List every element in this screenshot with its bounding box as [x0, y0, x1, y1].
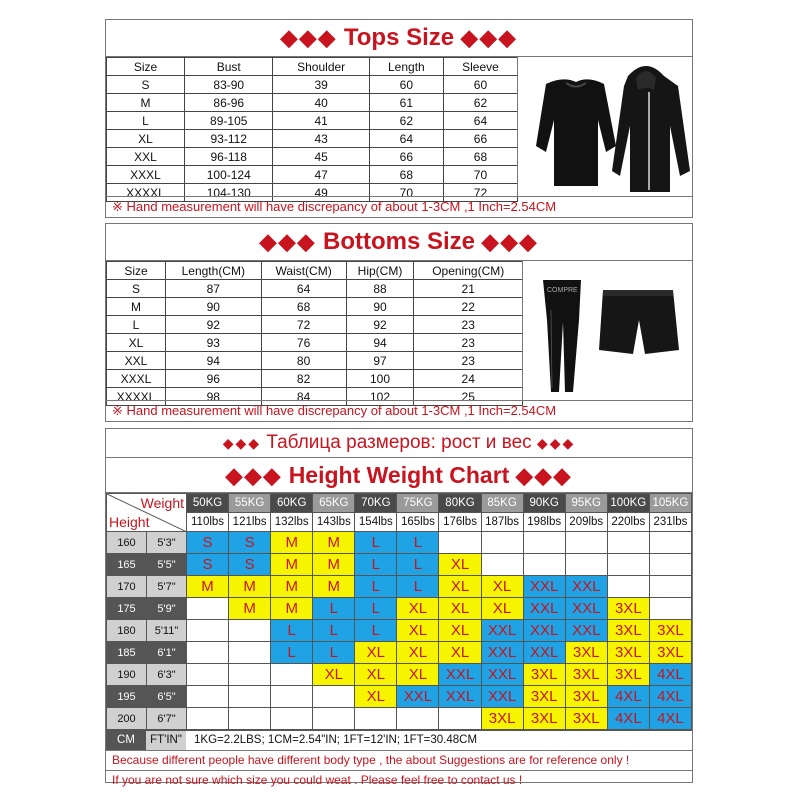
- svg-text:COMPRE: COMPRE: [547, 287, 578, 294]
- size-cell: [397, 708, 439, 730]
- tops-product-image: [517, 56, 692, 196]
- tops-cell: 72: [443, 184, 517, 202]
- bottoms-cell: Length(CM): [165, 262, 261, 280]
- size-cell: XL: [397, 664, 439, 686]
- bottoms-cell: 98: [165, 388, 261, 406]
- weight-kg-header: 60KG: [271, 494, 313, 513]
- bottoms-cell: 23: [414, 334, 523, 352]
- size-cell: [607, 576, 649, 598]
- size-cell: XXL: [397, 686, 439, 708]
- size-cell: [229, 708, 271, 730]
- size-cell: XXL: [481, 642, 523, 664]
- weight-lbs-header: 143lbs: [313, 513, 355, 532]
- size-cell: M: [313, 576, 355, 598]
- size-cell: [229, 642, 271, 664]
- size-cell: XXL: [565, 576, 607, 598]
- bottoms-row: [107, 316, 523, 334]
- tops-size-section: [105, 19, 693, 218]
- bottoms-cell: 87: [165, 280, 261, 298]
- height-cm: 195: [107, 686, 147, 708]
- bottoms-note: ※ Hand measurement will have discrepancy of about 1-3CM ,1 Inch=2.54CM: [106, 400, 692, 421]
- weight-lbs-header: 110lbs: [187, 513, 229, 532]
- size-cell: 3XL: [607, 664, 649, 686]
- size-cell: XL: [313, 664, 355, 686]
- size-cell: L: [397, 576, 439, 598]
- bottoms-row: [107, 352, 523, 370]
- size-cell: [229, 620, 271, 642]
- tops-cell: 40: [273, 94, 369, 112]
- size-cell: [649, 576, 691, 598]
- size-cell: L: [397, 532, 439, 554]
- bottoms-cell: L: [107, 316, 166, 334]
- tops-cell: 70: [443, 166, 517, 184]
- height-row: [107, 576, 692, 598]
- size-cell: XL: [355, 642, 397, 664]
- size-cell: 4XL: [649, 708, 691, 730]
- height-cm: 200: [107, 708, 147, 730]
- height-ftin: 5'9": [147, 598, 187, 620]
- tops-row: [107, 130, 518, 148]
- size-cell: M: [229, 576, 271, 598]
- size-cell: [649, 598, 691, 620]
- size-cell: [313, 708, 355, 730]
- size-cell: L: [397, 554, 439, 576]
- tops-cell: 66: [443, 130, 517, 148]
- size-cell: S: [187, 554, 229, 576]
- bottoms-cell: 97: [346, 352, 414, 370]
- weight-lbs-header: 176lbs: [439, 513, 481, 532]
- size-cell: XL: [397, 620, 439, 642]
- height-weight-section: [105, 428, 693, 787]
- tops-cell: XXXXL: [107, 184, 185, 202]
- diamond-icon: ◆◆◆: [536, 435, 576, 451]
- height-row: [107, 642, 692, 664]
- tops-cell: 100-124: [185, 166, 273, 184]
- diamond-icon: ◆◆◆: [225, 463, 283, 488]
- tops-cell: 104-130: [185, 184, 273, 202]
- size-cell: L: [355, 620, 397, 642]
- height-cm: 180: [107, 620, 147, 642]
- tops-size-table: [106, 57, 518, 202]
- weight-kg-header: 50KG: [187, 494, 229, 513]
- bottoms-cell: XXXL: [107, 370, 166, 388]
- tops-cell: 64: [369, 130, 443, 148]
- size-cell: 3XL: [523, 664, 565, 686]
- bottoms-cell: 23: [414, 316, 523, 334]
- size-cell: 3XL: [649, 620, 691, 642]
- contact-warning: If you are not sure which size you could weat . Please feel free to contact us !: [106, 770, 692, 790]
- bottoms-row: [107, 334, 523, 352]
- size-cell: [355, 708, 397, 730]
- bottoms-cell: 84: [261, 388, 346, 406]
- tops-cell: 60: [369, 76, 443, 94]
- russian-title-text: Таблица размеров: рост и вес: [266, 432, 532, 453]
- tops-cell: 45: [273, 148, 369, 166]
- size-cell: 3XL: [565, 642, 607, 664]
- size-cell: 3XL: [481, 708, 523, 730]
- bottoms-size-table: [106, 261, 523, 406]
- tops-size-title: [106, 20, 692, 57]
- diamond-icon: ◆◆◆: [481, 229, 539, 254]
- tops-cell: M: [107, 94, 185, 112]
- height-ftin: 5'11": [147, 620, 187, 642]
- size-cell: XXL: [523, 576, 565, 598]
- bottoms-cell: 90: [165, 298, 261, 316]
- bottoms-product-image: [522, 260, 692, 400]
- bottoms-cell: 24: [414, 370, 523, 388]
- bottoms-cell: 23: [414, 352, 523, 370]
- size-cell: L: [355, 554, 397, 576]
- size-cell: L: [313, 620, 355, 642]
- size-cell: 3XL: [607, 598, 649, 620]
- size-cell: [229, 686, 271, 708]
- bottoms-cell: 102: [346, 388, 414, 406]
- bottoms-cell: 25: [414, 388, 523, 406]
- height-ftin: 5'5": [147, 554, 187, 576]
- height-cm: 160: [107, 532, 147, 554]
- tops-cell: Length: [369, 58, 443, 76]
- size-cell: XXL: [523, 598, 565, 620]
- tops-cell: 47: [273, 166, 369, 184]
- size-cell: [649, 532, 691, 554]
- bottoms-row: [107, 370, 523, 388]
- size-cell: [313, 686, 355, 708]
- size-cell: [187, 664, 229, 686]
- size-cell: M: [229, 598, 271, 620]
- tops-cell: 61: [369, 94, 443, 112]
- size-cell: 4XL: [649, 664, 691, 686]
- bottoms-cell: 68: [261, 298, 346, 316]
- size-cell: XXL: [481, 620, 523, 642]
- tops-cell: S: [107, 76, 185, 94]
- size-cell: S: [229, 554, 271, 576]
- weight-lbs-header: 121lbs: [229, 513, 271, 532]
- size-cell: [187, 708, 229, 730]
- size-cell: 4XL: [649, 686, 691, 708]
- bottoms-cell: XXXXL: [107, 388, 166, 406]
- height-row: [107, 532, 692, 554]
- size-cell: XL: [439, 576, 481, 598]
- height-weight-title-text: Height Weight Chart: [288, 462, 510, 488]
- tops-cell: 68: [443, 148, 517, 166]
- size-cell: [187, 620, 229, 642]
- weight-kg-header: 90KG: [523, 494, 565, 513]
- size-cell: 4XL: [607, 708, 649, 730]
- tops-cell: 66: [369, 148, 443, 166]
- size-cell: XL: [439, 642, 481, 664]
- size-cell: 3XL: [607, 620, 649, 642]
- height-cm: 175: [107, 598, 147, 620]
- weight-kg-header: 65KG: [313, 494, 355, 513]
- bottoms-row: [107, 298, 523, 316]
- tops-cell: 49: [273, 184, 369, 202]
- weight-kg-header: 95KG: [565, 494, 607, 513]
- weight-lbs-header: 198lbs: [523, 513, 565, 532]
- tops-cell: 43: [273, 130, 369, 148]
- size-cell: [187, 686, 229, 708]
- size-cell: L: [355, 532, 397, 554]
- tops-row: [107, 112, 518, 130]
- size-cell: [271, 686, 313, 708]
- weight-lbs-header: 132lbs: [271, 513, 313, 532]
- weight-lbs-header: 187lbs: [481, 513, 523, 532]
- weight-kg-header: 105KG: [649, 494, 691, 513]
- height-row: [107, 598, 692, 620]
- size-cell: 3XL: [565, 664, 607, 686]
- height-cm: 190: [107, 664, 147, 686]
- tops-row: [107, 148, 518, 166]
- size-cell: XL: [481, 598, 523, 620]
- size-cell: [565, 554, 607, 576]
- tops-note: ※ Hand measurement will have discrepancy of about 1-3CM ,1 Inch=2.54CM: [106, 196, 692, 217]
- diamond-icon: ◆◆◆: [259, 229, 317, 254]
- weight-kg-header: 75KG: [397, 494, 439, 513]
- tops-cell: 60: [443, 76, 517, 94]
- height-row: [107, 554, 692, 576]
- bottoms-cell: 82: [261, 370, 346, 388]
- size-cell: 3XL: [649, 642, 691, 664]
- weight-height-corner: [107, 494, 187, 532]
- tops-cell: 68: [369, 166, 443, 184]
- size-cell: 3XL: [523, 708, 565, 730]
- size-cell: XXL: [523, 620, 565, 642]
- size-cell: XL: [397, 598, 439, 620]
- bottoms-cell: 94: [346, 334, 414, 352]
- bottoms-cell: 22: [414, 298, 523, 316]
- size-cell: XXL: [565, 598, 607, 620]
- height-weight-title: [106, 458, 692, 493]
- size-cell: M: [313, 554, 355, 576]
- bottoms-cell: 90: [346, 298, 414, 316]
- bottoms-cell: Hip(CM): [346, 262, 414, 280]
- size-cell: XXL: [481, 686, 523, 708]
- size-cell: M: [271, 554, 313, 576]
- shirt-and-hoodie-icon: [518, 56, 692, 197]
- weight-lbs-header: 154lbs: [355, 513, 397, 532]
- tops-cell: 89-105: [185, 112, 273, 130]
- tops-cell: 62: [369, 112, 443, 130]
- weight-lbs-header: 165lbs: [397, 513, 439, 532]
- bottoms-cell: M: [107, 298, 166, 316]
- tops-cell: 41: [273, 112, 369, 130]
- weight-kg-header: 85KG: [481, 494, 523, 513]
- tops-cell: XXXL: [107, 166, 185, 184]
- size-cell: [565, 532, 607, 554]
- bottoms-cell: 64: [261, 280, 346, 298]
- size-cell: XL: [397, 642, 439, 664]
- tops-cell: 62: [443, 94, 517, 112]
- bottoms-cell: 72: [261, 316, 346, 334]
- size-cell: L: [313, 598, 355, 620]
- weight-lbs-header: 220lbs: [607, 513, 649, 532]
- size-cell: M: [271, 576, 313, 598]
- bottoms-row: [107, 262, 523, 280]
- tops-cell: XL: [107, 130, 185, 148]
- size-cell: [439, 708, 481, 730]
- height-ftin: 6'1": [147, 642, 187, 664]
- bottoms-cell: XL: [107, 334, 166, 352]
- tops-row: [107, 166, 518, 184]
- height-ftin: 5'3": [147, 532, 187, 554]
- diamond-icon: ◆◆◆: [460, 25, 518, 50]
- tops-cell: Shoulder: [273, 58, 369, 76]
- size-cell: 3XL: [523, 686, 565, 708]
- size-cell: L: [355, 598, 397, 620]
- size-cell: XL: [439, 554, 481, 576]
- height-cm: 165: [107, 554, 147, 576]
- height-ftin: 5'7": [147, 576, 187, 598]
- size-cell: S: [187, 532, 229, 554]
- size-cell: [481, 554, 523, 576]
- conversion-legend: [106, 730, 692, 750]
- height-cm: 185: [107, 642, 147, 664]
- bottoms-cell: S: [107, 280, 166, 298]
- reference-warning: Because different people have different body type , the about Suggestions are for reference only !: [106, 750, 692, 770]
- size-cell: 3XL: [565, 686, 607, 708]
- bottoms-cell: 88: [346, 280, 414, 298]
- russian-title: [106, 429, 692, 458]
- bottoms-cell: 92: [165, 316, 261, 334]
- size-cell: XXL: [439, 686, 481, 708]
- diamond-icon: ◆◆◆: [515, 463, 573, 488]
- tops-cell: 83-90: [185, 76, 273, 94]
- size-cell: L: [355, 576, 397, 598]
- size-cell: M: [313, 532, 355, 554]
- bottoms-size-title: [106, 224, 692, 261]
- size-cell: M: [271, 532, 313, 554]
- size-cell: [481, 532, 523, 554]
- legend-text: 1KG=2.2LBS; 1CM=2.54"IN; 1FT=12'IN; 1FT=30.48CM: [194, 734, 478, 746]
- height-label: Height: [109, 514, 150, 530]
- size-cell: [229, 664, 271, 686]
- bottoms-cell: 21: [414, 280, 523, 298]
- height-weight-table: [106, 493, 692, 730]
- size-cell: S: [229, 532, 271, 554]
- size-cell: XXL: [565, 620, 607, 642]
- weight-lbs-header: 231lbs: [649, 513, 691, 532]
- size-cell: XL: [355, 686, 397, 708]
- bottoms-cell: XXL: [107, 352, 166, 370]
- pants-and-shorts-icon: [523, 260, 692, 401]
- tops-cell: 70: [369, 184, 443, 202]
- height-cm: 170: [107, 576, 147, 598]
- size-cell: XL: [481, 576, 523, 598]
- tops-row: [107, 94, 518, 112]
- size-cell: XXL: [481, 664, 523, 686]
- height-ftin: 6'3": [147, 664, 187, 686]
- size-cell: [523, 554, 565, 576]
- tops-cell: XXL: [107, 148, 185, 166]
- height-row: [107, 664, 692, 686]
- tops-row: [107, 58, 518, 76]
- weight-kg-header: 80KG: [439, 494, 481, 513]
- tops-cell: 86-96: [185, 94, 273, 112]
- weight-lbs-header: 209lbs: [565, 513, 607, 532]
- bottoms-row: [107, 280, 523, 298]
- bottoms-cell: 96: [165, 370, 261, 388]
- weight-kg-header: 100KG: [607, 494, 649, 513]
- legend-ftin: FT'IN": [146, 731, 186, 750]
- size-cell: L: [271, 620, 313, 642]
- height-row: [107, 686, 692, 708]
- size-cell: [649, 554, 691, 576]
- weight-label: Weight: [140, 495, 184, 511]
- tops-title-text: Tops Size: [343, 24, 455, 51]
- size-cell: L: [271, 642, 313, 664]
- size-cell: XL: [439, 620, 481, 642]
- tops-cell: Sleeve: [443, 58, 517, 76]
- bottoms-cell: 100: [346, 370, 414, 388]
- size-cell: M: [187, 576, 229, 598]
- size-cell: XL: [439, 598, 481, 620]
- weight-kg-header: 70KG: [355, 494, 397, 513]
- bottoms-cell: Size: [107, 262, 166, 280]
- size-cell: [187, 598, 229, 620]
- diamond-icon: ◆◆◆: [280, 25, 338, 50]
- bottoms-cell: 93: [165, 334, 261, 352]
- size-cell: [439, 532, 481, 554]
- size-cell: [187, 642, 229, 664]
- legend-cm: CM: [106, 731, 146, 750]
- tops-cell: L: [107, 112, 185, 130]
- bottoms-cell: Opening(CM): [414, 262, 523, 280]
- tops-cell: Bust: [185, 58, 273, 76]
- bottoms-cell: 76: [261, 334, 346, 352]
- bottoms-cell: Waist(CM): [261, 262, 346, 280]
- weight-kg-header: 55KG: [229, 494, 271, 513]
- tops-cell: Size: [107, 58, 185, 76]
- size-cell: 3XL: [565, 708, 607, 730]
- tops-row: [107, 76, 518, 94]
- bottoms-cell: 94: [165, 352, 261, 370]
- size-cell: XXL: [523, 642, 565, 664]
- size-cell: XXL: [439, 664, 481, 686]
- size-cell: 4XL: [607, 686, 649, 708]
- tops-cell: 93-112: [185, 130, 273, 148]
- tops-cell: 39: [273, 76, 369, 94]
- bottoms-size-section: [105, 223, 693, 422]
- height-row: [107, 708, 692, 730]
- size-cell: [271, 708, 313, 730]
- height-row: [107, 620, 692, 642]
- height-ftin: 6'7": [147, 708, 187, 730]
- bottoms-cell: 92: [346, 316, 414, 334]
- tops-cell: 64: [443, 112, 517, 130]
- size-cell: 3XL: [607, 642, 649, 664]
- height-ftin: 6'5": [147, 686, 187, 708]
- size-cell: [271, 664, 313, 686]
- tops-cell: 96-118: [185, 148, 273, 166]
- size-cell: [607, 532, 649, 554]
- bottoms-cell: 80: [261, 352, 346, 370]
- size-cell: M: [271, 598, 313, 620]
- bottoms-title-text: Bottoms Size: [322, 228, 475, 255]
- size-cell: L: [313, 642, 355, 664]
- size-cell: [523, 532, 565, 554]
- size-cell: XL: [355, 664, 397, 686]
- size-cell: [607, 554, 649, 576]
- diamond-icon: ◆◆◆: [222, 435, 262, 451]
